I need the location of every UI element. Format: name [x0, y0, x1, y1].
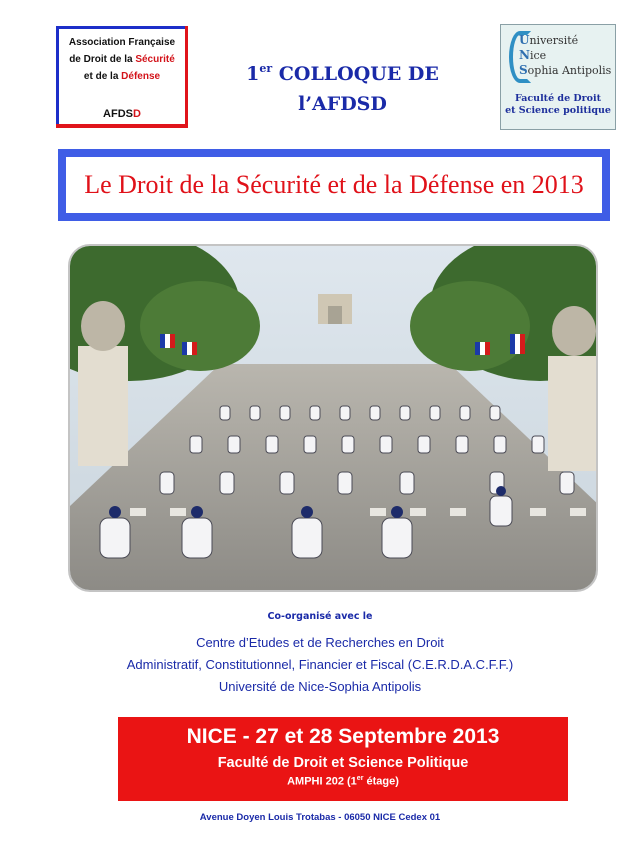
afdsd-logo-line2: de Droit de la: [69, 54, 136, 65]
colloque-ordinal: 1: [246, 63, 260, 85]
afdsd-logo-line2-red: Sécurité: [135, 54, 175, 65]
event-city-date: NICE - 27 et 28 Septembre 2013: [186, 725, 500, 748]
event-info-box: [118, 717, 568, 801]
afdsd-logo-line3: et de la: [83, 71, 122, 82]
coorg-line1: Centre d’Etudes et de Recherches en Droit: [196, 635, 444, 650]
address: Avenue Doyen Louis Trotabas - 06050 NICE Cedex 01: [199, 812, 441, 823]
afdsd-acronym-red: D: [133, 108, 141, 120]
page-title: Le Droit de la Sécurité et de la Défense en 2013: [84, 170, 584, 199]
afdsd-logo-line3-red: Défense: [121, 71, 161, 82]
colloque-heading: [215, 54, 470, 119]
colloque-line2: l’AFDSD: [298, 93, 387, 115]
uni-faculty-line2: et Science politique: [505, 105, 611, 116]
parade-photo: [68, 244, 598, 592]
uni-word-2: ice: [529, 49, 547, 62]
uni-word-3: ophia Antipolis: [527, 64, 612, 77]
colloque-ordinal-sup: er: [259, 62, 273, 75]
afdsd-acronym: AFDS: [103, 108, 133, 120]
university-logo: [500, 24, 616, 130]
event-faculty: Faculté de Droit et Science Politique: [217, 755, 469, 771]
afdsd-logo-line1: Association Française: [68, 37, 176, 48]
title-banner: [58, 149, 610, 221]
coorg-label: Co-organisé avec le: [267, 611, 373, 622]
event-room-end: étage): [363, 775, 399, 788]
event-room: [118, 775, 568, 788]
coorg-line2: Administratif, Constitutionnel, Financier et Fiscal (C.E.R.D.A.C.F.F.): [126, 657, 514, 672]
coorg-line3: Université de Nice-Sophia Antipolis: [218, 679, 422, 694]
uni-cap-s: S: [519, 63, 528, 77]
event-room-sup: er: [356, 775, 364, 782]
event-room-text: AMPHI 202 (1: [287, 775, 357, 788]
uni-faculty-line1: Faculté de Droit: [515, 93, 601, 104]
uni-cap-n: N: [519, 48, 530, 62]
uni-word-1: niversité: [529, 34, 579, 47]
uni-cap-u: U: [519, 33, 530, 47]
colloque-line1: COLLOQUE DE: [278, 63, 439, 85]
afdsd-logo: [56, 26, 188, 128]
